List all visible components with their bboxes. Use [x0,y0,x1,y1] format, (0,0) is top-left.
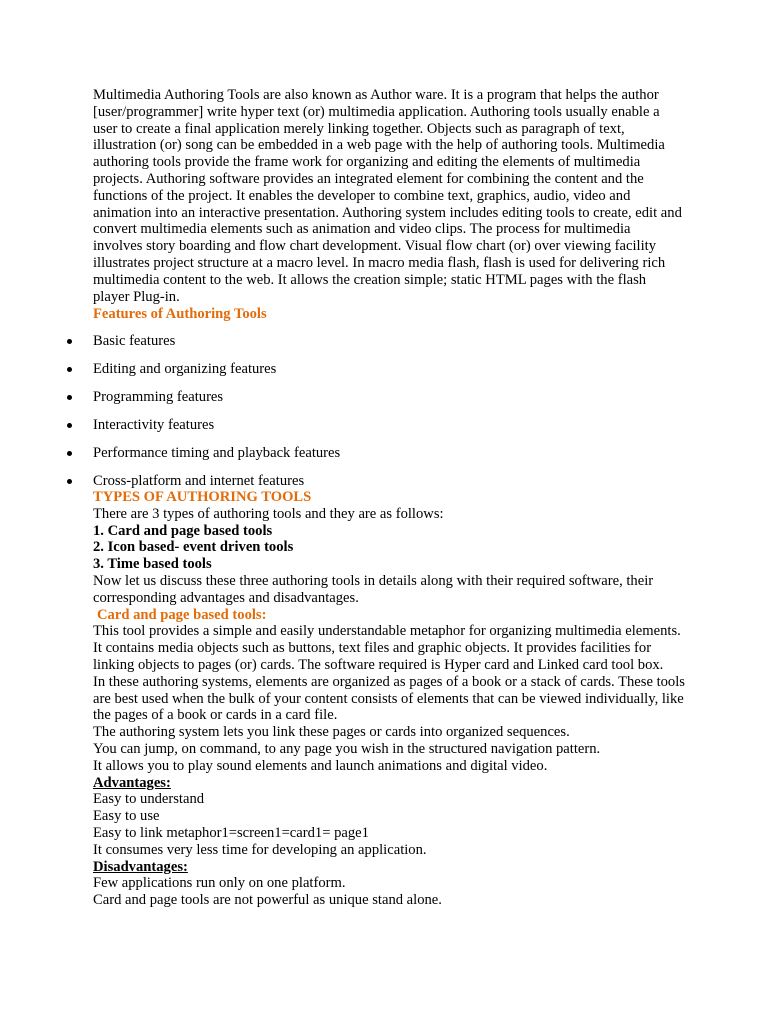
bullet-icon [67,339,72,344]
types-intro: There are 3 types of authoring tools and they are as follows: [93,505,444,522]
feature-label: Basic features [93,333,176,349]
bullet-icon [67,479,72,484]
disadvantages-heading: Disadvantages: [93,858,188,875]
types-heading: TYPES OF AUTHORING TOOLS [93,489,312,505]
list-item [0,361,768,389]
bullet-icon [67,423,72,428]
types-item: 2. Icon based- event driven tools [93,539,294,556]
types-section [93,489,693,909]
card-paragraph: In these authoring systems, elements are organized as pages of a book or a stack of cards. These tools are best used when the bulk of your content consists of elements that can be viewed individually, like the pages of a book or cards in a card file. [93,673,685,724]
card-paragraph: The authoring system lets you link these pages or cards into organized sequences. [93,724,570,741]
advantage-item: Easy to understand [93,791,205,808]
feature-label: Editing and organizing features [93,361,277,377]
types-item: 1. Card and page based tools [93,522,273,539]
list-item [0,333,768,361]
disadvantage-item: Card and page tools are not powerful as unique stand alone. [93,892,442,909]
advantage-item: Easy to link metaphor1=screen1=card1= page1 [93,824,369,841]
bullet-icon [67,451,72,456]
card-paragraph: It allows you to play sound elements and launch animations and digital video. [93,757,548,774]
features-heading: Features of Authoring Tools [93,306,267,322]
features-list [0,333,768,501]
types-item: 3. Time based tools [93,556,212,573]
feature-label: Performance timing and playback features [93,445,341,461]
advantage-item: Easy to use [93,808,160,825]
advantages-heading: Advantages: [93,774,171,791]
bullet-icon [67,395,72,400]
list-item [0,417,768,445]
intro-paragraph: Multimedia Authoring Tools are also known as Author ware. It is a program that helps the author [user/programmer] write hyper text (or) multimedia application. Authoring tools usually enable a user to create a final application merely linking together. Objects such as paragraph of text, illustration (or) song can be embedded in a web page with the help of authoring tools. Multimedia authoring tools provide the frame work for organizing and editing the elements of multimedia projects. Authoring software provides an integrated element for combining the content and the functions of the project. It enables the developer to combine text, graphics, audio, video and animation into an interactive presentation. Authoring system includes editing tools to create, edit and convert multimedia elements such as animation and video clips. The process for multimedia involves story boarding and flow chart development. Visual flow chart (or) over viewing facility illustrates project structure at a macro level. In macro media flash, flash is used for delivering rich multimedia content to the web. It allows the creation simple; static HTML pages with the flash player Plug-in. [93,87,682,305]
card-heading: Card and page based tools: [97,606,267,623]
list-item [0,389,768,417]
disadvantage-item: Few applications run only on one platform. [93,875,346,892]
feature-label: Cross-platform and internet features [93,473,305,489]
advantage-item: It consumes very less time for developing an application. [93,841,427,858]
types-discussion: Now let us discuss these three authoring tools in details along with their required software, their corresponding advantages and disadvantages. [93,572,654,606]
card-paragraph: You can jump, on command, to any page you wish in the structured navigation pattern. [93,740,601,757]
list-item [0,445,768,473]
bullet-icon [67,367,72,372]
card-paragraph: This tool provides a simple and easily understandable metaphor for organizing multimedia elements. It contains media objects such as buttons, text files and graphic objects. It provides facilities for linking objects to pages (or) cards. The software required is Hyper card and Linked card tool box. [93,623,681,673]
feature-label: Interactivity features [93,417,215,433]
feature-label: Programming features [93,389,224,405]
